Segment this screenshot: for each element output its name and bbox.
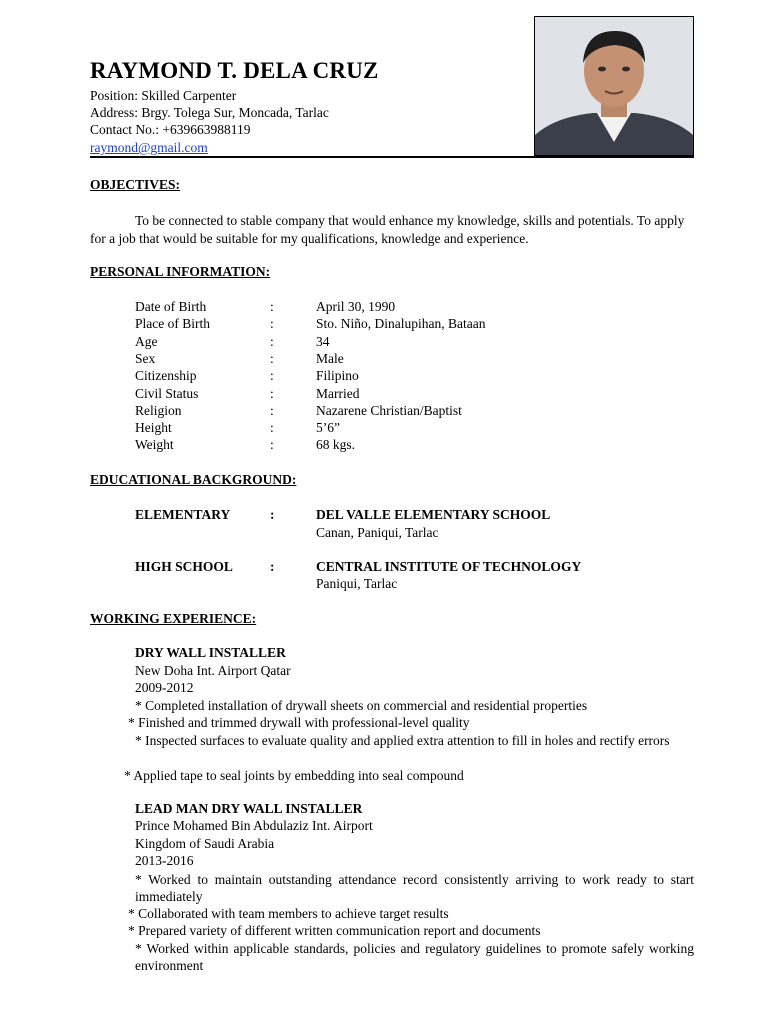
education-colon: :: [270, 507, 275, 522]
job-title: DRY WALL INSTALLER: [135, 645, 286, 660]
personal-info-value: Nazarene Christian/Baptist: [316, 402, 462, 418]
job-bullet: * Applied tape to seal joints by embedding into seal compound: [124, 768, 464, 783]
education-location: Paniqui, Tarlac: [316, 576, 398, 591]
profile-photo: [534, 16, 694, 156]
personal-info-colon: :: [270, 316, 274, 332]
education-school: DEL VALLE ELEMENTARY SCHOOL: [316, 507, 551, 522]
personal-info-colon: :: [270, 333, 274, 349]
education-colon: :: [270, 559, 275, 574]
personal-info-label: Weight: [135, 437, 174, 453]
personal-info-colon: :: [270, 368, 274, 384]
personal-info-value: Male: [316, 350, 344, 366]
job-bullet: * Worked within applicable standards, policies and regulatory guidelines to promote safely working environment: [135, 941, 694, 974]
person-photo-icon: [535, 17, 693, 155]
education-school: CENTRAL INSTITUTE OF TECHNOLOGY: [316, 559, 582, 574]
job-years: 2009-2012: [135, 680, 194, 695]
personal-info-colon: :: [270, 299, 274, 314]
personal-info-heading: PERSONAL INFORMATION:: [90, 264, 271, 279]
personal-info-value: 5’6”: [316, 420, 340, 436]
personal-info-colon: :: [270, 350, 274, 366]
education-level: ELEMENTARY: [135, 507, 231, 522]
personal-info-value: 68 kgs.: [316, 437, 356, 453]
personal-info-label: Height: [135, 420, 172, 436]
personal-info-value: Married: [316, 385, 360, 401]
job-place: New Doha Int. Airport Qatar: [135, 663, 291, 678]
resume-name: RAYMOND T. DELA CRUZ: [90, 58, 379, 83]
personal-info-label: Religion: [135, 402, 182, 418]
personal-info-value: 34: [316, 333, 330, 349]
personal-info-value: April 30, 1990: [316, 299, 396, 314]
experience-heading: WORKING EXPERIENCE:: [90, 611, 257, 626]
personal-info-label: Sex: [135, 350, 156, 366]
job-bullet: * Inspected surfaces to evaluate quality and applied extra attention to fill in holes and rectify errors: [135, 733, 670, 748]
education-level: HIGH SCHOOL: [135, 559, 233, 574]
education-location: Canan, Paniqui, Tarlac: [316, 525, 439, 540]
personal-info-colon: :: [270, 437, 274, 453]
job-place: Prince Mohamed Bin Abdulaziz Int. Airport: [135, 818, 373, 833]
personal-info-label: Citizenship: [135, 368, 197, 384]
personal-info-value: Sto. Niño, Dinalupihan, Bataan: [316, 316, 486, 332]
job-bullet: * Worked to maintain outstanding attendance record consistently arriving to work ready to start immediately: [135, 872, 694, 905]
personal-info-value: Filipino: [316, 368, 359, 384]
job-bullet: * Finished and trimmed drywall with professional-level quality: [128, 715, 470, 730]
objectives-text: To be connected to stable company that would enhance my knowledge, skills and potentials. To apply for a job that would be suitable for my qualifications, knowledge and experience.: [90, 213, 685, 246]
address-line: Address: Brgy. Tolega Sur, Moncada, Tarlac: [90, 105, 329, 120]
personal-info-colon: :: [270, 402, 274, 418]
job-title: LEAD MAN DRY WALL INSTALLER: [135, 801, 363, 816]
position-line: Position: Skilled Carpenter: [90, 88, 237, 103]
job-bullet: * Prepared variety of different written communication report and documents: [128, 923, 541, 938]
job-years: 2013-2016: [135, 853, 194, 868]
personal-info-label: Place of Birth: [135, 316, 210, 332]
job-bullet: * Completed installation of drywall sheets on commercial and residential properties: [135, 698, 588, 713]
personal-info-colon: :: [270, 385, 274, 401]
education-heading: EDUCATIONAL BACKGROUND:: [90, 472, 297, 487]
contact-line: Contact No.: +639663988119: [90, 122, 251, 137]
personal-info-label: Date of Birth: [135, 299, 207, 314]
objectives-heading: OBJECTIVES:: [90, 177, 181, 192]
email-link[interactable]: raymond@gmail.com: [90, 140, 208, 155]
header-divider: [90, 156, 694, 158]
personal-info-label: Age: [135, 333, 158, 349]
personal-info-label: Civil Status: [135, 385, 199, 401]
job-country: Kingdom of Saudi Arabia: [135, 836, 275, 851]
job-bullet: * Collaborated with team members to achieve target results: [128, 906, 449, 921]
personal-info-colon: :: [270, 420, 274, 436]
